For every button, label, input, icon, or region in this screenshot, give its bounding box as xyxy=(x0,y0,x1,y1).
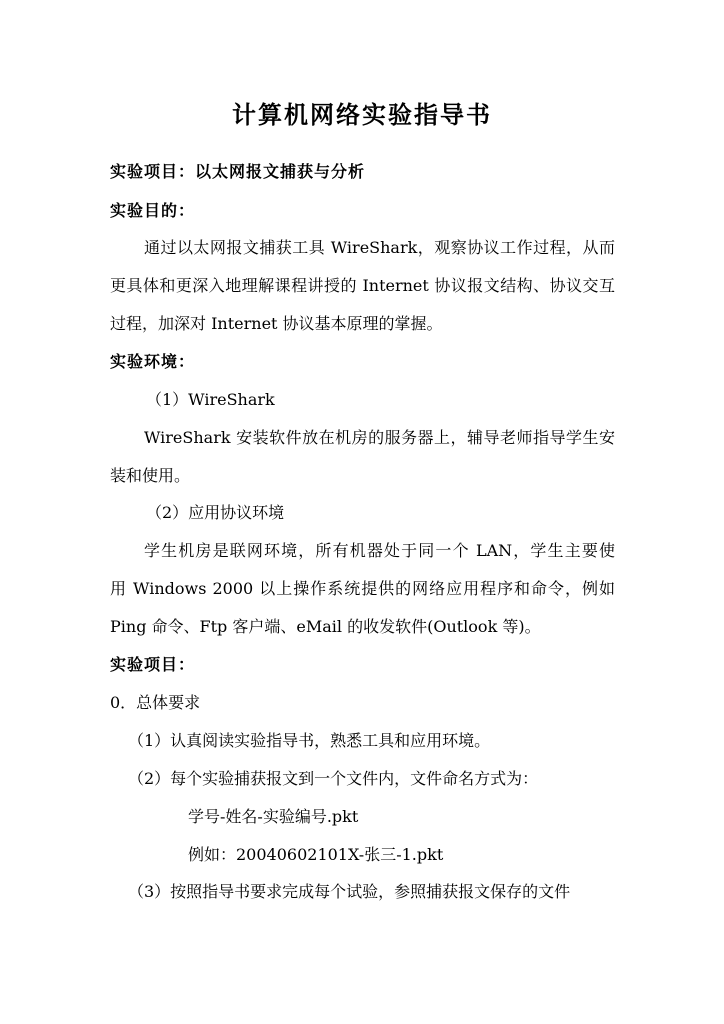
general-requirements: 0．总体要求 xyxy=(110,693,201,712)
env-item2-title: （2）应用协议环境 xyxy=(146,503,285,522)
env-item1-line-1: WireShark 安装软件放在机房的服务器上，辅导老师指导学生安 xyxy=(144,428,615,447)
env-item2-line-1: 学生机房是联网环境，所有机器处于同一个 LAN，学生主要使 xyxy=(144,541,615,560)
env-item2-line-3: Ping 命令、Ftp 客户端、eMail 的收发软件(Outlook 等)。 xyxy=(110,617,541,636)
purpose-line-2: 更具体和更深入地理解课程讲授的 Internet 协议报文结构、协议交互 xyxy=(110,276,615,295)
env-item1-line-2: 装和使用。 xyxy=(110,466,191,485)
purpose-line-1: 通过以太网报文捕获工具 WireShark，观察协议工作过程，从而 xyxy=(144,238,615,257)
req-naming-example: 例如：20040602101X-张三-1.pkt xyxy=(188,845,444,864)
env-item2-line-2: 用 Windows 2000 以上操作系统提供的网络应用程序和命令，例如 xyxy=(110,579,615,598)
items-heading: 实验项目： xyxy=(110,655,196,674)
purpose-heading: 实验目的： xyxy=(110,201,196,220)
document-title: 计算机网络实验指导书 xyxy=(232,101,492,129)
project-heading: 实验项目：以太网报文捕获与分析 xyxy=(110,162,366,181)
req-naming-format: 学号-姓名-实验编号.pkt xyxy=(188,807,359,826)
req-item-3: （3）按照指导书要求完成每个试验，参照捕获报文保存的文件 xyxy=(128,882,571,901)
req-item-2: （2）每个实验捕获报文到一个文件内，文件命名方式为： xyxy=(128,769,539,788)
purpose-line-3: 过程，加深对 Internet 协议基本原理的掌握。 xyxy=(110,314,443,333)
env-item1-title: （1）WireShark xyxy=(146,390,275,409)
req-item-1: （1）认真阅读实验指导书，熟悉工具和应用环境。 xyxy=(128,731,491,750)
env-heading: 实验环境： xyxy=(110,352,196,371)
